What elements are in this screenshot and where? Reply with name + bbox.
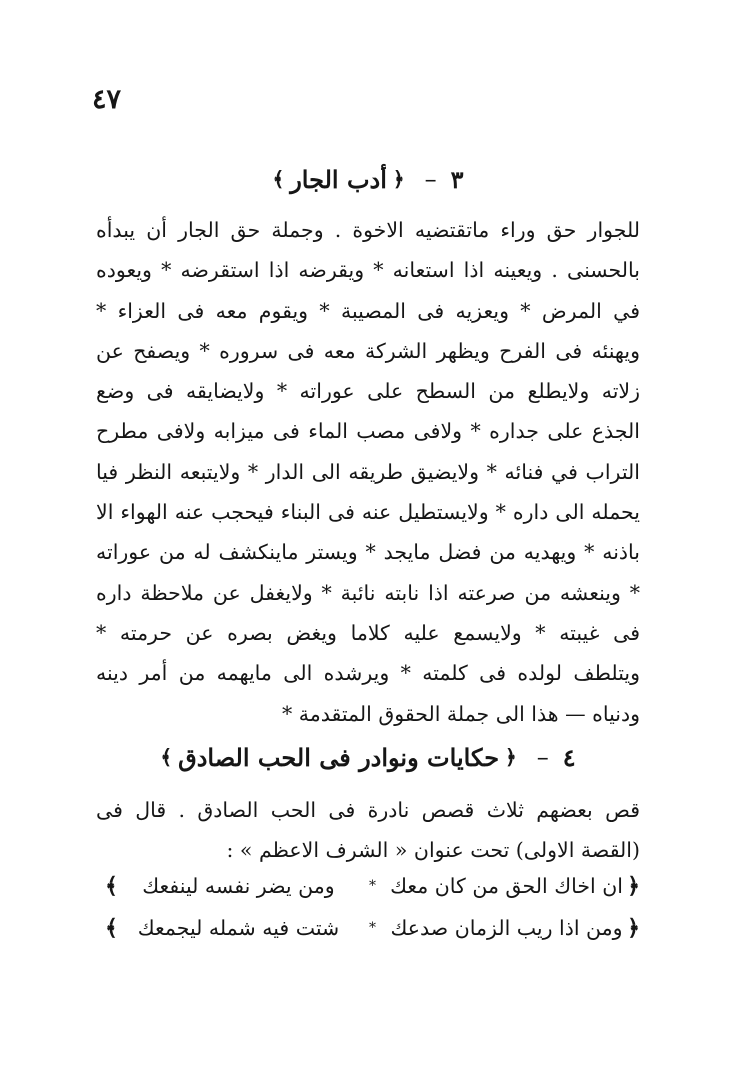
verse-separator-star: * — [369, 920, 376, 936]
ornament-bracket-close: ﴾ — [272, 167, 285, 191]
verse-first-hemistich: ان اخاك الحق من كان معك — [390, 874, 624, 898]
section-paragraph-intro: قص بعضهم ثلاث قصص نادرة فى الحب الصادق . قال فى (القصة الاولى) تحت عنوان « الشرف الاعظم » : — [96, 798, 640, 863]
section-title: أدب الجار — [290, 164, 387, 194]
poem-verse — [105, 866, 640, 906]
heading-dash: – — [536, 743, 549, 771]
section-heading-adab-al-jar — [90, 158, 640, 200]
section-number: ٤ — [562, 742, 576, 772]
section-heading-stories — [90, 736, 640, 778]
ornament-bracket-open: ﴿ — [505, 745, 517, 769]
section-title: حكايات ونوادر فى الحب الصادق — [178, 742, 500, 772]
ornament-bracket-open: ﴿ — [392, 167, 405, 191]
poem-verse — [105, 908, 640, 948]
section-number: ٣ — [450, 164, 464, 194]
verse-bracket-close: ﴾ — [105, 873, 118, 899]
heading-dash: – — [424, 165, 437, 193]
ornament-bracket-close: ﴾ — [160, 745, 173, 769]
verse-first-hemistich: ومن اذا ريب الزمان صدعك — [390, 916, 623, 940]
verse-second-hemistich: ومن يضر نفسه لينفعك — [142, 874, 335, 898]
verse-bracket-open: ﴿ — [627, 915, 640, 941]
page-number: ٤٧ — [92, 84, 122, 115]
verse-bracket-close: ﴾ — [105, 915, 118, 941]
verse-separator-star: * — [369, 878, 376, 894]
verse-bracket-open: ﴿ — [627, 873, 640, 899]
verse-second-hemistich: شتت فيه شمله ليجمعك — [137, 916, 340, 940]
section-paragraph-neighbor-rights: للجوار حق وراء ماتقتضيه الاخوة . وجملة حق الجار أن يبدأه بالحسنى . ويعينه اذا استعانه * ويقرضه اذا استقرضه * ويعوده في المرض * ويعزيه فى المصيبة * ويقوم معه فى العزاء * ويهنئه فى الفرح ويظهر الشركة معه فى سروره * ويصفح عن زلاته ولايطلع من السطح على عوراته * ولايضايقه فى وضع الجذع على جداره * ولافى مصب الماء فى ميزابه ولافى مطرح التراب في فنائه * ولايضيق طريقه الى الدار * ولايتبعه النظر فيا يحمله الى داره * ولايستطيل عنه فى البناء فيحجب عنه الهواء الا باذنه * ويهديه من فضل مايجد * ويستر ماينكشف له من عوراته * وينعشه من صرعته اذا نابته نائبة * ولايغفل عن ملاحظة داره فى غيبته * ولايسمع عليه كلاما ويغض بصره عن حرمته * ويتلطف لولده فى كلمته * ويرشده الى مايهمه من أمر دينه ودنياه — هذا الى جملة الحقوق المتقدمة * — [96, 218, 640, 726]
